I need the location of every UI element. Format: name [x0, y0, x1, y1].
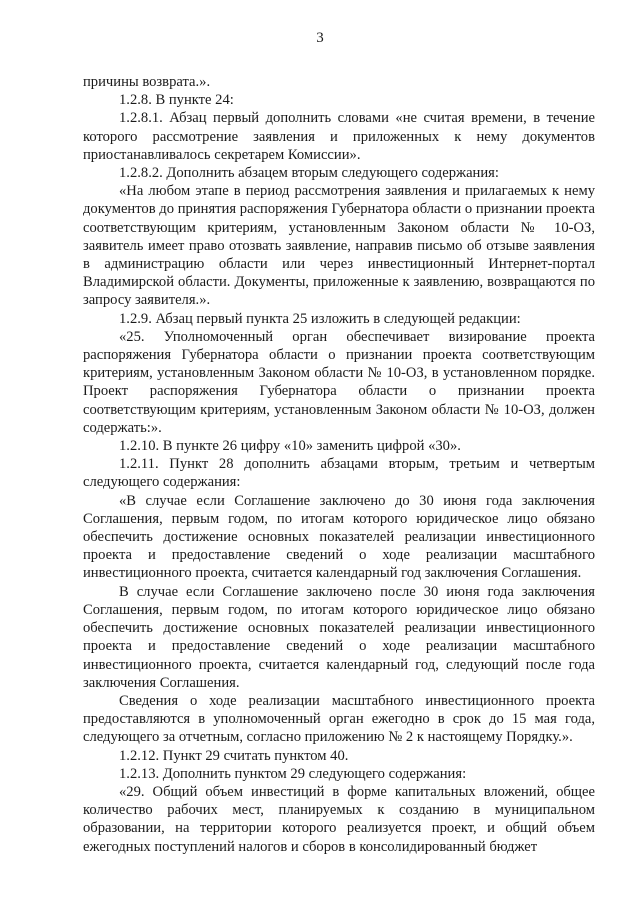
paragraph: 1.2.8.2. Дополнить абзацем вторым следующего содержания: [119, 165, 499, 182]
paragraph: 1.2.12. Пункт 29 считать пунктом 40. [119, 747, 349, 764]
paragraph: «На любом этапе в период рассмотрения заявления и прилагаемых к нему документов до принятия распоряжения Губернатора области о признании проекта соответствующим критериям, установленным Законом области № 10-ОЗ, заявитель имеет право отозвать заявление, направив письмо об отзыве заявления в администрацию области или через инвестиционный Интернет-портал Владимирской области. Документы, приложенные к заявлению, возвращаются по запросу заявителя.». [83, 183, 595, 309]
paragraph: 1.2.10. В пункте 26 цифру «10» заменить цифрой «30». [119, 438, 461, 455]
paragraph: «В случае если Соглашение заключено до 30 июня года заключения Соглашения, первым годом, по итогам которого юридическое лицо обязано обеспечить достижение основных показателей реализации инвестиционного проекта и предоставление сведений о ходе реализации масштабного инвестиционного проекта, считается календарный год заключения Соглашения. [83, 492, 595, 582]
paragraph: «25. Уполномоченный орган обеспечивает визирование проекта распоряжения Губернатора области о признании проекта соответствующим критериям, установленным Законом области № 10-ОЗ, в установленном порядке. Проект распоряжения Губернатора области о признании проекта соответствующим критериям, установленным Законом области № 10-ОЗ, должен содержать:». [83, 328, 595, 436]
paragraph: причины возврата.». [83, 74, 211, 90]
paragraph: 1.2.9. Абзац первый пункта 25 изложить в следующей редакции: [119, 310, 521, 327]
page-number: 3 [316, 30, 324, 46]
paragraph: «29. Общий объем инвестиций в форме капитальных вложений, общее количество рабочих мест, планируемых к созданию в муниципальном образовании, на территории которого реализуется проект, и общий объем ежегодных поступлений налогов и сборов в консолидированный бюджет [83, 783, 595, 855]
paragraph: 1.2.8.1. Абзац первый дополнить словами «не считая времени, в течение которого рассмотрение заявления и приложенных к нему документов приостанавливалось секретарем Комиссии». [83, 110, 595, 163]
paragraph: В случае если Соглашение заключено после 30 июня года заключения Соглашения, первым годом, по итогам которого юридическое лицо обязано обеспечить достижение основных показателей реализации инвестиционного проекта и предоставление сведений о ходе реализации масштабного инвестиционного проекта, считается календарный год, следующий после года заключения Соглашения. [83, 583, 595, 691]
paragraph: 1.2.8. В пункте 24: [119, 92, 234, 109]
document-body [83, 73, 595, 856]
paragraph: 1.2.11. Пункт 28 дополнить абзацами вторым, третьим и четвертым следующего содержания: [83, 456, 595, 491]
paragraph: Сведения о ходе реализации масштабного инвестиционного проекта предоставляются в уполномоченный орган ежегодно в срок до 15 мая года, следующего за отчетным, согласно приложению № 2 к настоящему Порядку.». [83, 692, 595, 746]
paragraph: 1.2.13. Дополнить пунктом 29 следующего содержания: [119, 765, 467, 782]
